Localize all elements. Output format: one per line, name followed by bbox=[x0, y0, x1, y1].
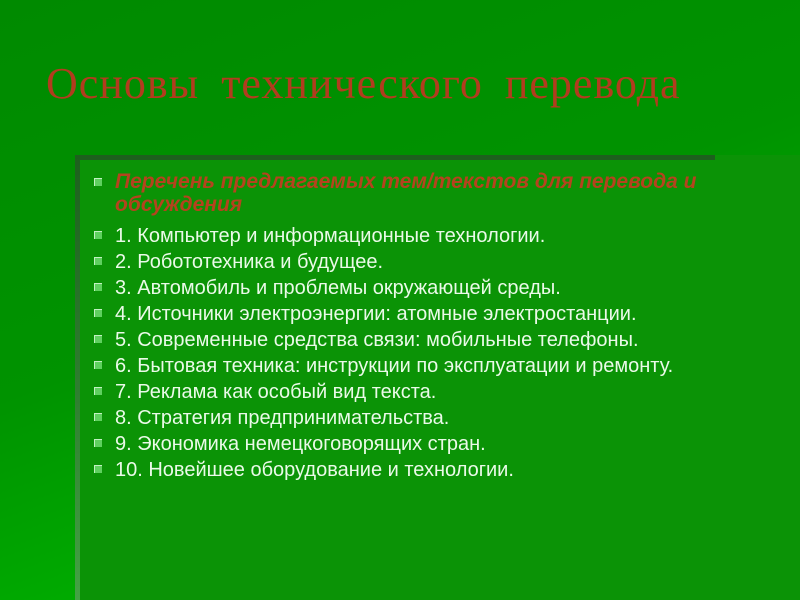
bullet-square-icon bbox=[94, 309, 102, 317]
list-item-text: 6. Бытовая техника: инструкции по эксплуатации и ремонту. bbox=[115, 355, 674, 377]
bullet-square-icon bbox=[94, 361, 102, 369]
topic-list bbox=[80, 160, 800, 483]
list-item-text: 9. Экономика немецкоговорящих стран. bbox=[115, 433, 486, 455]
bullet-square-icon bbox=[94, 413, 102, 421]
list-item bbox=[94, 249, 770, 275]
list-item-text: 2. Робототехника и будущее. bbox=[115, 251, 384, 273]
list-item bbox=[94, 379, 770, 405]
list-item-text: 5. Современные средства связи: мобильные телефоны. bbox=[115, 329, 639, 351]
bullet-square-icon bbox=[94, 439, 102, 447]
list-item bbox=[94, 327, 770, 353]
bullet-square-icon bbox=[94, 231, 102, 239]
list-item-text: 8. Стратегия предпринимательства. bbox=[115, 407, 450, 429]
list-item bbox=[94, 275, 770, 301]
list-item bbox=[94, 301, 770, 327]
list-item bbox=[94, 431, 770, 457]
bullet-square-icon bbox=[94, 283, 102, 291]
list-item bbox=[94, 223, 770, 249]
list-item-text: 4. Источники электроэнергии: атомные электростанции. bbox=[115, 303, 637, 325]
list-heading-text: Перечень предлагаемых тем/текстов для перевода и обсуждения bbox=[115, 170, 697, 216]
bullet-square-icon bbox=[94, 257, 102, 265]
bullet-square-icon bbox=[94, 465, 102, 473]
content-panel bbox=[75, 155, 800, 600]
bullet-square-icon bbox=[94, 178, 102, 186]
list-item bbox=[94, 353, 770, 379]
slide-title: Основы технического перевода bbox=[46, 59, 681, 108]
list-item bbox=[94, 405, 770, 431]
list-heading bbox=[94, 170, 770, 216]
list-item-text: 10. Новейшее оборудование и технологии. bbox=[115, 459, 514, 481]
bullet-square-icon bbox=[94, 335, 102, 343]
list-item bbox=[94, 457, 770, 483]
list-item-text: 7. Реклама как особый вид текста. bbox=[115, 381, 437, 403]
list-item-text: 1. Компьютер и информационные технологии. bbox=[115, 225, 546, 247]
list-item-text: 3. Автомобиль и проблемы окружающей среды. bbox=[115, 277, 561, 299]
bullet-square-icon bbox=[94, 387, 102, 395]
